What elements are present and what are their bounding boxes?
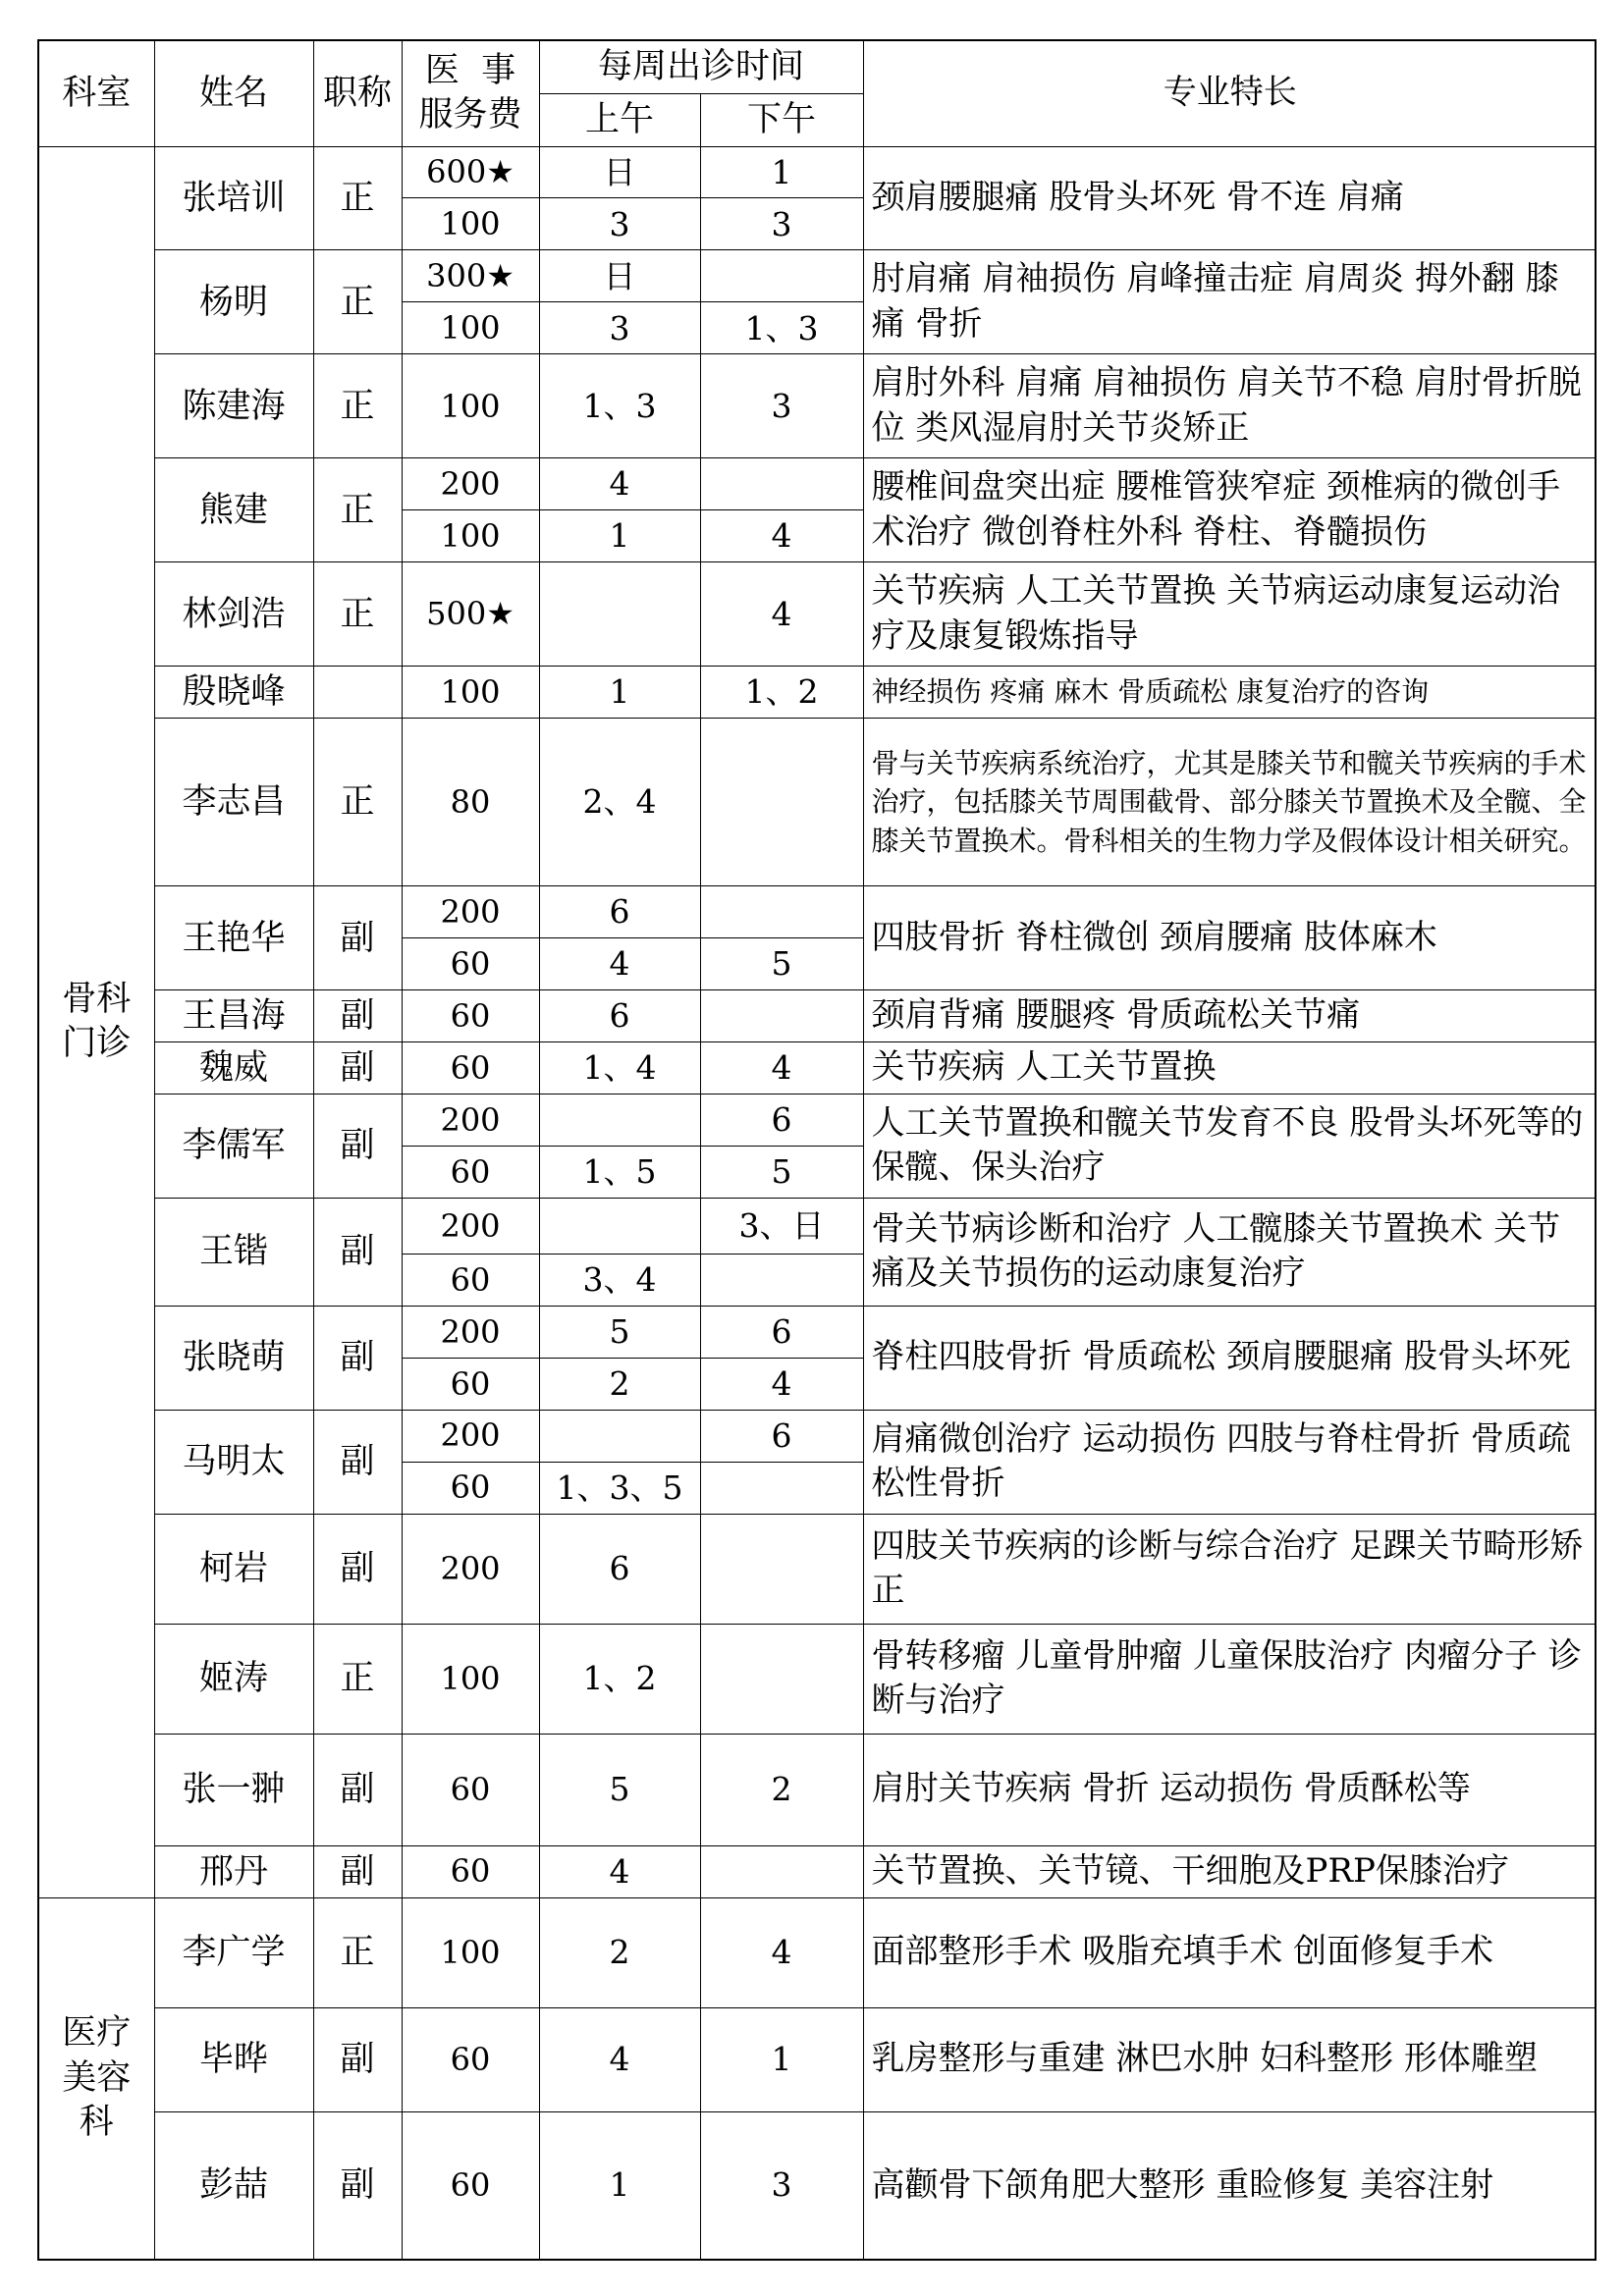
pm-days: 4 [700, 1358, 863, 1410]
pm-days: 2 [700, 1734, 863, 1845]
am-days: 2 [539, 1897, 700, 2007]
doctor-name: 张培训 [154, 146, 313, 250]
doctor-name: 杨明 [154, 250, 313, 354]
specialty-text: 人工关节置换和髋关节发育不良 股骨头坏死等的保髋、保头治疗 [863, 1094, 1596, 1198]
table-row [38, 1306, 1596, 1358]
specialty-text: 四肢骨折 脊柱微创 颈肩腰痛 肢体麻木 [863, 886, 1596, 990]
doctor-title [313, 667, 402, 719]
service-fee: 100 [402, 1897, 539, 2007]
am-days [539, 562, 700, 667]
table-row [38, 2007, 1596, 2111]
pm-days [700, 718, 863, 885]
doctor-name: 柯岩 [154, 1514, 313, 1624]
pm-days: 3 [700, 354, 863, 458]
service-fee: 60 [402, 2111, 539, 2260]
am-days: 1 [539, 510, 700, 562]
service-fee: 60 [402, 938, 539, 990]
pm-days: 1 [700, 146, 863, 198]
pm-days: 1 [700, 2007, 863, 2111]
service-fee: 300★ [402, 250, 539, 302]
am-days: 1 [539, 667, 700, 719]
service-fee: 200 [402, 1198, 539, 1254]
department-label-line: 骨科 [62, 979, 132, 1019]
service-fee: 60 [402, 1041, 539, 1094]
pm-days [700, 1845, 863, 1897]
service-fee: 200 [402, 1410, 539, 1462]
am-days: 1、3、5 [539, 1462, 700, 1514]
department-cell [38, 1897, 154, 2260]
header-dept: 科室 [38, 40, 154, 146]
specialty-text: 肘肩痛 肩袖损伤 肩峰撞击症 肩周炎 拇外翻 膝痛 骨折 [863, 250, 1596, 354]
doctor-name: 王艳华 [154, 886, 313, 990]
pm-days: 4 [700, 510, 863, 562]
table-row [38, 1514, 1596, 1624]
pm-days [700, 1624, 863, 1734]
doctor-title: 副 [313, 1094, 402, 1198]
doctor-title: 副 [313, 1514, 402, 1624]
am-days: 1、2 [539, 1624, 700, 1734]
specialty-text: 关节疾病 人工关节置换 [863, 1041, 1596, 1094]
header-title: 职称 [313, 40, 402, 146]
department-cell [38, 146, 154, 1897]
am-days [539, 1410, 700, 1462]
doctor-title: 正 [313, 146, 402, 250]
pm-days: 5 [700, 938, 863, 990]
am-days: 6 [539, 886, 700, 938]
am-days: 3 [539, 198, 700, 250]
doctor-name: 张晓萌 [154, 1306, 313, 1410]
specialty-text: 乳房整形与重建 淋巴水肿 妇科整形 形体雕塑 [863, 2007, 1596, 2111]
specialty-text: 肩肘外科 肩痛 肩袖损伤 肩关节不稳 肩肘骨折脱位 类风湿肩肘关节炎矫正 [863, 354, 1596, 458]
doctor-name: 李志昌 [154, 718, 313, 885]
specialty-text: 关节疾病 人工关节置换 关节病运动康复运动治疗及康复锻炼指导 [863, 562, 1596, 667]
am-days: 4 [539, 938, 700, 990]
pm-days: 1、2 [700, 667, 863, 719]
specialty-text: 骨关节病诊断和治疗 人工髋膝关节置换术 关节痛及关节损伤的运动康复治疗 [863, 1198, 1596, 1306]
pm-days [700, 989, 863, 1041]
specialty-text: 肩肘关节疾病 骨折 运动损伤 骨质酥松等 [863, 1734, 1596, 1845]
header-fee-line1: 医 事 [424, 50, 516, 90]
table-row [38, 1624, 1596, 1734]
pm-days: 3 [700, 198, 863, 250]
doctor-title: 副 [313, 1734, 402, 1845]
service-fee: 600★ [402, 146, 539, 198]
am-days: 1 [539, 2111, 700, 2260]
service-fee: 60 [402, 1254, 539, 1306]
doctor-name: 张一翀 [154, 1734, 313, 1845]
clinic-schedule-table [37, 39, 1597, 2261]
doctor-title: 副 [313, 989, 402, 1041]
service-fee: 60 [402, 1146, 539, 1198]
pm-days: 5 [700, 1146, 863, 1198]
doctor-title: 副 [313, 1845, 402, 1897]
doctor-title: 正 [313, 354, 402, 458]
am-days: 4 [539, 458, 700, 510]
service-fee: 100 [402, 354, 539, 458]
pm-days [700, 458, 863, 510]
doctor-name: 李广学 [154, 1897, 313, 2007]
doctor-title: 副 [313, 1198, 402, 1306]
pm-days: 6 [700, 1094, 863, 1146]
doctor-title: 副 [313, 1041, 402, 1094]
pm-days: 4 [700, 1041, 863, 1094]
doctor-title: 副 [313, 886, 402, 990]
department-label-line: 科 [79, 2103, 114, 2143]
specialty-text: 关节置换、关节镜、干细胞及PRP保膝治疗 [863, 1845, 1596, 1897]
am-days: 2 [539, 1358, 700, 1410]
department-label-line: 门诊 [62, 1024, 132, 1064]
specialty-text: 颈肩腰腿痛 股骨头坏死 骨不连 肩痛 [863, 146, 1596, 250]
pm-days [700, 1254, 863, 1306]
am-days: 6 [539, 1514, 700, 1624]
doctor-title: 正 [313, 458, 402, 562]
doctor-name: 王锴 [154, 1198, 313, 1306]
am-days: 日 [539, 250, 700, 302]
service-fee: 100 [402, 510, 539, 562]
doctor-name: 彭喆 [154, 2111, 313, 2260]
doctor-title: 正 [313, 1897, 402, 2007]
doctor-name: 姬涛 [154, 1624, 313, 1734]
table-row [38, 2111, 1596, 2260]
am-days: 1、4 [539, 1041, 700, 1094]
table-row [38, 1094, 1596, 1146]
service-fee: 100 [402, 1624, 539, 1734]
table-row [38, 1845, 1596, 1897]
service-fee: 500★ [402, 562, 539, 667]
table-row [38, 1734, 1596, 1845]
doctor-name: 李儒军 [154, 1094, 313, 1198]
doctor-title: 副 [313, 1306, 402, 1410]
pm-days [700, 250, 863, 302]
doctor-name: 王昌海 [154, 989, 313, 1041]
service-fee: 200 [402, 1094, 539, 1146]
pm-days: 3、日 [700, 1198, 863, 1254]
table-row [38, 989, 1596, 1041]
table-row [38, 1041, 1596, 1094]
service-fee: 100 [402, 198, 539, 250]
doctor-title: 正 [313, 1624, 402, 1734]
pm-days [700, 1462, 863, 1514]
table-row [38, 1198, 1596, 1254]
specialty-text: 脊柱四肢骨折 骨质疏松 颈肩腰腿痛 股骨头坏死 [863, 1306, 1596, 1410]
am-days: 5 [539, 1306, 700, 1358]
am-days [539, 1094, 700, 1146]
header-am: 上午 [539, 93, 700, 146]
pm-days [700, 886, 863, 938]
am-days: 4 [539, 2007, 700, 2111]
specialty-text: 颈肩背痛 腰腿疼 骨质疏松关节痛 [863, 989, 1596, 1041]
am-days: 6 [539, 989, 700, 1041]
specialty-text: 四肢关节疾病的诊断与综合治疗 足踝关节畸形矫正 [863, 1514, 1596, 1624]
header-fee [402, 40, 539, 146]
header-name: 姓名 [154, 40, 313, 146]
am-days: 4 [539, 1845, 700, 1897]
specialty-text: 骨转移瘤 儿童骨肿瘤 儿童保肢治疗 肉瘤分子 诊断与治疗 [863, 1624, 1596, 1734]
doctor-name: 马明太 [154, 1410, 313, 1514]
doctor-title: 副 [313, 2007, 402, 2111]
service-fee: 60 [402, 989, 539, 1041]
service-fee: 100 [402, 667, 539, 719]
table-row [38, 667, 1596, 719]
specialty-text: 面部整形手术 吸脂充填手术 创面修复手术 [863, 1897, 1596, 2007]
pm-days: 6 [700, 1410, 863, 1462]
service-fee: 60 [402, 1845, 539, 1897]
table-row [38, 886, 1596, 938]
service-fee: 60 [402, 2007, 539, 2111]
specialty-text: 高颧骨下颌角肥大整形 重睑修复 美容注射 [863, 2111, 1596, 2260]
pm-days: 4 [700, 1897, 863, 2007]
specialty-text: 神经损伤 疼痛 麻木 骨质疏松 康复治疗的咨询 [863, 667, 1596, 719]
table-row [38, 1897, 1596, 2007]
table-row [38, 718, 1596, 885]
service-fee: 200 [402, 886, 539, 938]
doctor-title: 副 [313, 1410, 402, 1514]
table-row [38, 458, 1596, 510]
service-fee: 200 [402, 1514, 539, 1624]
header-schedule: 每周出诊时间 [539, 40, 863, 93]
doctor-name: 魏威 [154, 1041, 313, 1094]
pm-days: 6 [700, 1306, 863, 1358]
service-fee: 200 [402, 1306, 539, 1358]
am-days: 3、4 [539, 1254, 700, 1306]
am-days: 2、4 [539, 718, 700, 885]
service-fee: 100 [402, 302, 539, 354]
service-fee: 60 [402, 1462, 539, 1514]
specialty-text: 肩痛微创治疗 运动损伤 四肢与脊柱骨折 骨质疏松性骨折 [863, 1410, 1596, 1514]
doctor-name: 毕晔 [154, 2007, 313, 2111]
doctor-title: 正 [313, 562, 402, 667]
service-fee: 80 [402, 718, 539, 885]
service-fee: 60 [402, 1358, 539, 1410]
service-fee: 200 [402, 458, 539, 510]
pm-days: 4 [700, 562, 863, 667]
specialty-text: 腰椎间盘突出症 腰椎管狭窄症 颈椎病的微创手术治疗 微创脊柱外科 脊柱、脊髓损伤 [863, 458, 1596, 562]
doctor-name: 陈建海 [154, 354, 313, 458]
header-pm: 下午 [700, 93, 863, 146]
doctor-name: 熊建 [154, 458, 313, 562]
department-label-line: 美容 [62, 2057, 132, 2098]
doctor-name: 殷晓峰 [154, 667, 313, 719]
doctor-name: 邢丹 [154, 1845, 313, 1897]
am-days: 5 [539, 1734, 700, 1845]
doctor-title: 正 [313, 718, 402, 885]
table-row [38, 146, 1596, 198]
department-label-line: 医疗 [62, 2013, 132, 2054]
header-specialty: 专业特长 [863, 40, 1596, 146]
specialty-text: 骨与关节疾病系统治疗，尤其是膝关节和髋关节疾病的手术治疗，包括膝关节周围截骨、部分膝关节置换术及全髋、全膝关节置换术。骨科相关的生物力学及假体设计相关研究。 [863, 718, 1596, 885]
am-days: 3 [539, 302, 700, 354]
doctor-title: 副 [313, 2111, 402, 2260]
table-row [38, 250, 1596, 302]
doctor-name: 林剑浩 [154, 562, 313, 667]
table-row [38, 354, 1596, 458]
table-row [38, 1410, 1596, 1462]
service-fee: 60 [402, 1734, 539, 1845]
am-days: 1、5 [539, 1146, 700, 1198]
pm-days: 3 [700, 2111, 863, 2260]
am-days: 日 [539, 146, 700, 198]
header-fee-line2: 服务费 [418, 95, 522, 135]
am-days [539, 1198, 700, 1254]
pm-days [700, 1514, 863, 1624]
am-days: 1、3 [539, 354, 700, 458]
table-row [38, 562, 1596, 667]
pm-days: 1、3 [700, 302, 863, 354]
doctor-title: 正 [313, 250, 402, 354]
